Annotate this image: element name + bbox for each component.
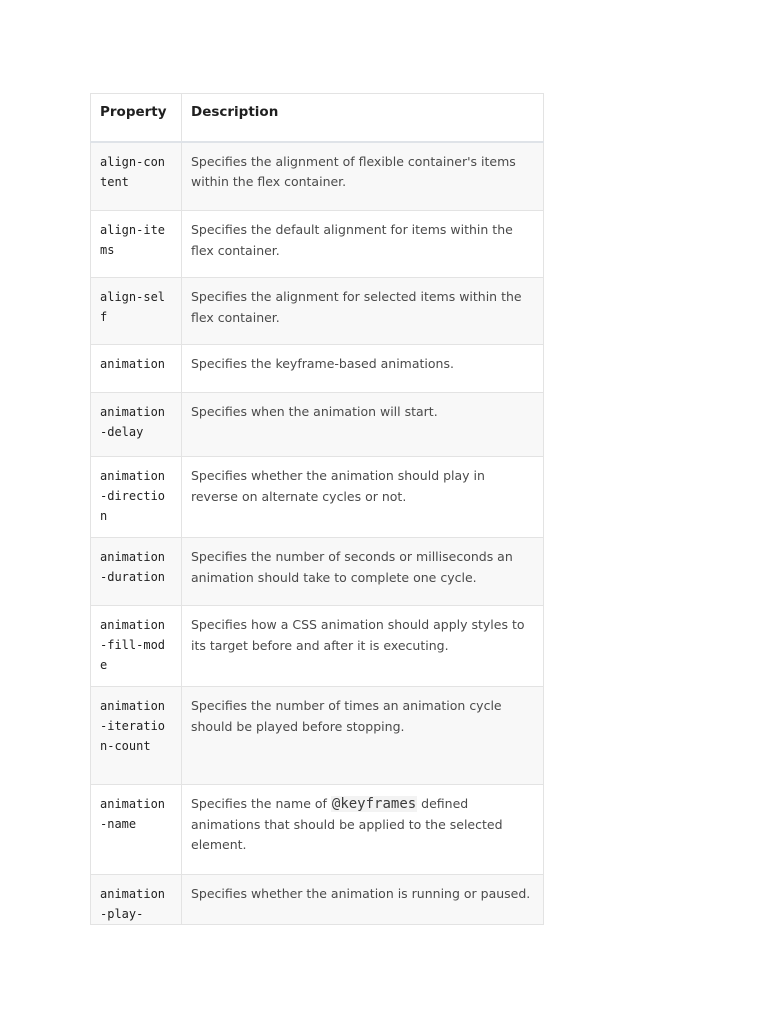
property-description: Specifies the number of seconds or milliseconds an animation should take to complete one cycle. xyxy=(182,538,544,606)
property-name: align-items xyxy=(91,211,182,278)
table-row xyxy=(91,785,544,875)
table-row xyxy=(91,345,544,393)
table-row xyxy=(91,142,544,211)
table-row xyxy=(91,538,544,606)
table-header-row xyxy=(91,94,544,142)
property-name: animation-fill-mode xyxy=(91,606,182,687)
property-description: Specifies when the animation will start. xyxy=(182,393,544,457)
property-description: Specifies the number of times an animation cycle should be played before stopping. xyxy=(182,687,544,785)
property-description: Specifies the alignment for selected items within the flex container. xyxy=(182,278,544,345)
property-name: animation-play- xyxy=(91,875,182,925)
css-properties-table xyxy=(90,93,544,925)
property-name: animation-iteration-count xyxy=(91,687,182,785)
table-row xyxy=(91,211,544,278)
property-description: Specifies the keyframe-based animations. xyxy=(182,345,544,393)
property-name: align-self xyxy=(91,278,182,345)
property-description: Specifies how a CSS animation should apply styles to its target before and after it is executing. xyxy=(182,606,544,687)
property-name: animation-name xyxy=(91,785,182,875)
table-row xyxy=(91,687,544,785)
property-description: Specifies whether the animation should play in reverse on alternate cycles or not. xyxy=(182,457,544,538)
property-description: Specifies whether the animation is running or paused. xyxy=(182,875,544,925)
table-row xyxy=(91,875,544,925)
property-name: animation-duration xyxy=(91,538,182,606)
table-row xyxy=(91,457,544,538)
keyframes-code: @keyframes xyxy=(331,796,417,812)
property-description: Specifies the default alignment for items within the flex container. xyxy=(182,211,544,278)
table-row xyxy=(91,393,544,457)
description-text: Specifies the name of xyxy=(191,796,331,811)
property-name: animation-direction xyxy=(91,457,182,538)
property-column-header: Property xyxy=(91,94,182,142)
property-description xyxy=(182,785,544,875)
property-name: animation xyxy=(91,345,182,393)
property-name: align-content xyxy=(91,142,182,211)
description-text: defined animations that should be applied to the selected element. xyxy=(191,796,503,852)
property-description: Specifies the alignment of flexible container's items within the flex container. xyxy=(182,142,544,211)
table-row xyxy=(91,606,544,687)
description-column-header: Description xyxy=(182,94,544,142)
property-name: animation-delay xyxy=(91,393,182,457)
table-row xyxy=(91,278,544,345)
